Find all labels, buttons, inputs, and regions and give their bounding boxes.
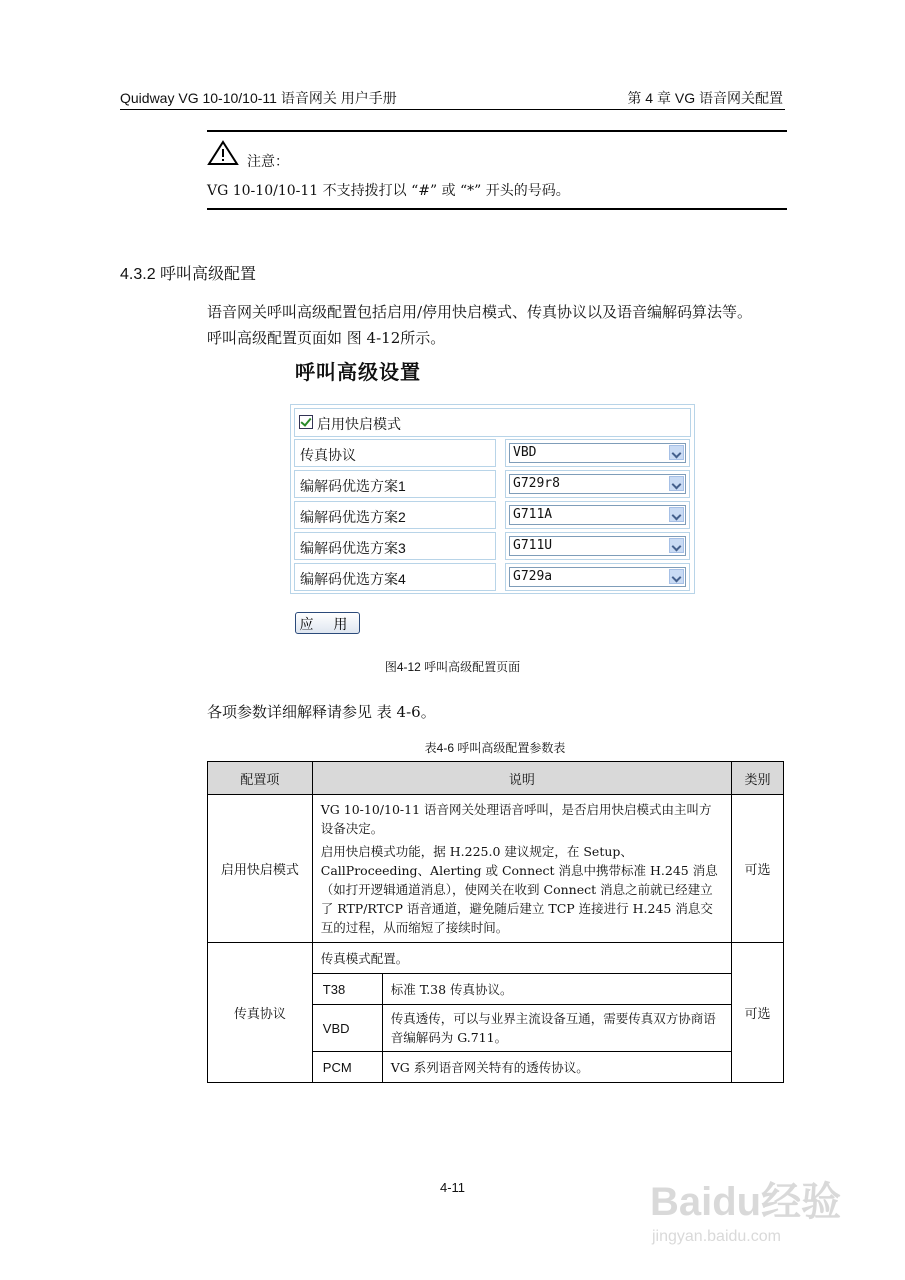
page-number: 4-11: [439, 1180, 466, 1195]
codec-pref1-label: 编解码优选方案1: [300, 478, 406, 494]
fax-option-key: PCM: [312, 1052, 382, 1083]
config-page-title: 呼叫高级设置: [295, 362, 421, 384]
fax-option-key: T38: [312, 974, 382, 1005]
codec-pref2-label-cell: [294, 501, 496, 529]
header-config-item: 配置项: [208, 762, 313, 795]
table-row: [208, 795, 784, 943]
note-text: VG 10-10/10-11 不支持拨打以 “#” 或 “*” 开头的号码。: [207, 183, 570, 199]
fax-protocol-value: VBD: [513, 445, 537, 460]
table-row: [208, 943, 784, 974]
codec-pref3-cell: [505, 532, 690, 560]
fax-category: 可选: [732, 943, 784, 1083]
codec-pref4-label-cell: [294, 563, 496, 591]
chevron-down-icon[interactable]: [669, 445, 684, 460]
codec-pref1-cell: [505, 470, 690, 498]
codec-pref3-select[interactable]: [509, 536, 686, 556]
codec-pref2-cell: [505, 501, 690, 529]
codec-pref2-value: G711A: [513, 507, 553, 522]
chevron-down-icon[interactable]: [669, 476, 684, 491]
fast-start-desc-2: 启用快启模式功能，据 H.225.0 建议规定，在 Setup、CallProceeding、Alerting 或 Connect 消息中携带标准 H.245 消息（如打开逻辑通道消息），使网关在收到 Connect 消息之前就已经建立了 RTP/RTCP 语音通道，避免随后建立 TCP 连接进行 H.245 消息交互的过程，从而缩短了接续时间。: [320, 844, 718, 935]
table-caption: 表4-6 呼叫高级配置参数表: [424, 741, 566, 755]
fax-protocol-cell: [505, 439, 690, 467]
fast-start-row: [294, 408, 691, 437]
codec-pref4-value: G729a: [513, 569, 553, 584]
note-bottom-rule: [207, 208, 787, 210]
fax-option-desc: 标准 T.38 传真协议。: [382, 974, 731, 1005]
codec-pref2-select[interactable]: [509, 505, 686, 525]
codec-pref3-label-cell: [294, 532, 496, 560]
fax-option-desc: 传真透传，可以与业界主流设备互通，需要传真双方协商语音编解码为 G.711。: [382, 1005, 731, 1052]
figure-caption: 图4-12 呼叫高级配置页面: [384, 660, 521, 674]
chevron-down-icon[interactable]: [669, 538, 684, 553]
parameter-table: [207, 761, 784, 1083]
section-title: 4.3.2 呼叫高级配置: [120, 266, 257, 283]
warning-icon: [207, 140, 239, 166]
fax-option-key: VBD: [312, 1005, 382, 1052]
baidu-watermark: [650, 1150, 870, 1260]
fast-start-label: 启用快启模式: [317, 416, 401, 432]
codec-pref4-cell: [505, 563, 690, 591]
header-rule: [120, 109, 785, 110]
table-reference: 各项参数详细解释请参见 表 4-6。: [207, 703, 436, 721]
table-header-row: [208, 762, 784, 795]
note-top-rule: [207, 130, 787, 132]
running-header-right: 第 4 章 VG 语音网关配置: [627, 90, 783, 106]
fax-description: 传真模式配置。: [312, 943, 731, 974]
fax-protocol-label-cell: [294, 439, 496, 467]
fast-start-desc-1: VG 10-10/10-11 语音网关处理语音呼叫，是否启用快启模式由主叫方设备决定。: [320, 802, 712, 836]
intro-paragraph: 语音网关呼叫高级配置包括启用/停用快启模式、传真协议以及语音编解码算法等。: [207, 303, 753, 321]
running-header-left: Quidway VG 10-10/10-11 语音网关 用户手册: [120, 90, 397, 106]
watermark-url: jingyan.baidu.com: [652, 1228, 781, 1245]
fax-protocol-select[interactable]: [509, 443, 686, 463]
codec-pref1-label-cell: [294, 470, 496, 498]
apply-button[interactable]: 应 用: [295, 612, 360, 634]
chevron-down-icon[interactable]: [669, 569, 684, 584]
fast-start-item: 启用快启模式: [208, 795, 313, 943]
codec-pref4-label: 编解码优选方案4: [300, 571, 406, 587]
chevron-down-icon[interactable]: [669, 507, 684, 522]
header-category: 类别: [732, 762, 784, 795]
figure-reference: 呼叫高级配置页面如 图 4-12所示。: [207, 329, 446, 347]
codec-pref4-select[interactable]: [509, 567, 686, 587]
fax-protocol-label: 传真协议: [300, 447, 356, 463]
codec-pref1-value: G729r8: [513, 476, 560, 491]
fax-option-desc: VG 系列语音网关特有的透传协议。: [382, 1052, 731, 1083]
codec-pref3-label: 编解码优选方案3: [300, 540, 406, 556]
fast-start-checkbox[interactable]: [299, 415, 313, 429]
header-description: 说明: [312, 762, 731, 795]
fast-start-description: [312, 795, 731, 943]
fax-item: 传真协议: [208, 943, 313, 1083]
config-form: [290, 404, 695, 594]
codec-pref1-select[interactable]: [509, 474, 686, 494]
watermark-logo-text: Baidu经验: [650, 1180, 842, 1224]
fast-start-category: 可选: [732, 795, 784, 943]
codec-pref3-value: G711U: [513, 538, 553, 553]
codec-pref2-label: 编解码优选方案2: [300, 509, 406, 525]
note-title: 注意：: [247, 153, 289, 169]
